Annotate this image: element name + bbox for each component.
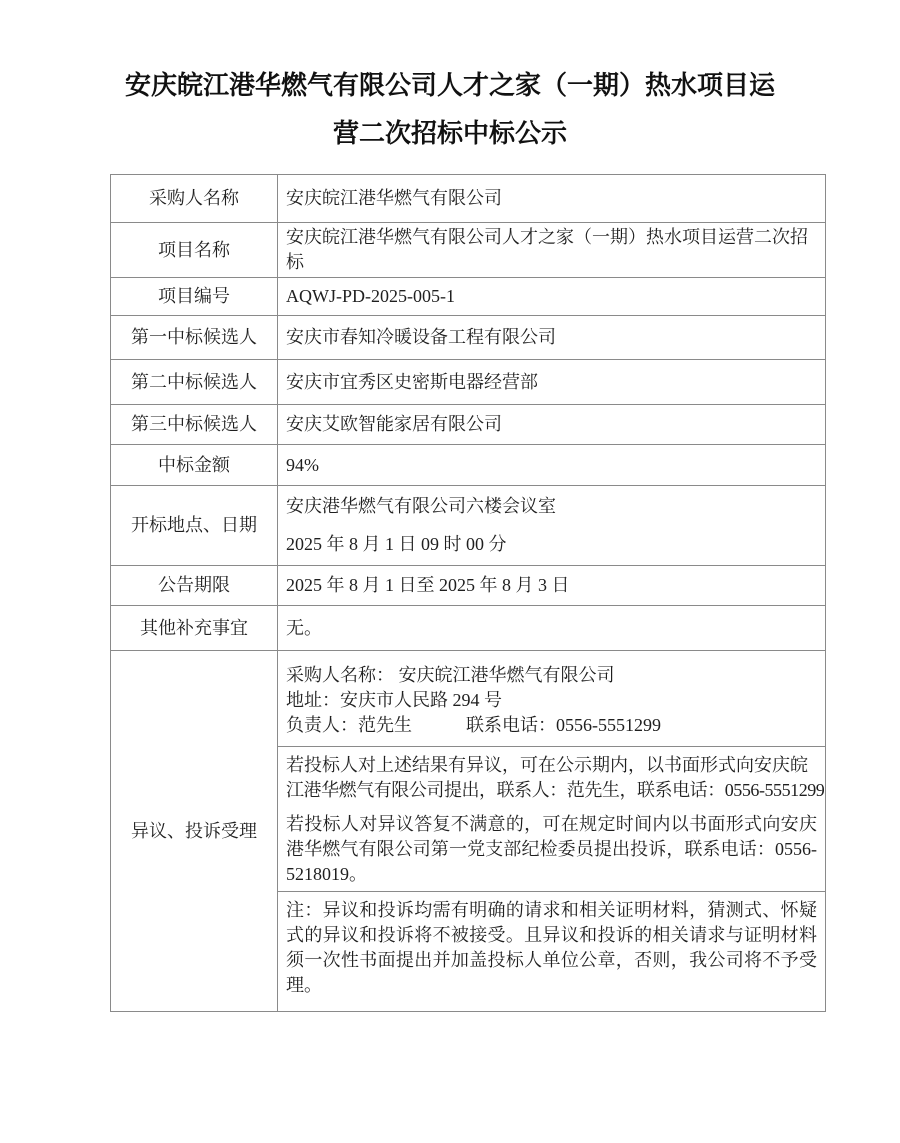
document-title-line2: 营二次招标中标公示 [332,119,567,148]
objection-contact-purchaser: 采购人名称： 安庆皖江港华燃气有限公司 [286,665,615,685]
table-row-announcement-period [111,566,826,606]
award-amount-label: 中标金额 [111,445,278,486]
objection-contact-address: 地址：安庆市人民路 294 号 [286,690,502,710]
other-matters-label: 其他补充事宜 [111,606,278,651]
objection-note-subcell: 注：异议和投诉均需有明确的请求和相关证明材料，猜测式、怀疑式的异议和投诉将不被接受。且异议和投诉的相关请求与证明材料须一次性书面提出并加盖投标人单位公章，否则，我公司将不予受理。 [286,900,817,995]
candidate2-value: 安庆市宜秀区史密斯电器经营部 [278,360,826,405]
objection-complaint-paragraph: 若投标人对异议答复不满意的，可在规定时间内以书面形式向安庆港华燃气有限公司第一党支部纪检委员提出投诉，联系电话：0556-5218019。 [286,814,817,884]
table-row-objection [111,651,826,1012]
purchaser-label: 采购人名称 [111,175,278,223]
table-row-candidate2 [111,360,826,405]
bid-opening-value [278,486,826,566]
table-row-project-name [111,223,826,278]
table-row-purchaser [111,175,826,223]
announcement-period-label: 公告期限 [111,566,278,606]
table-row-candidate3 [111,405,826,445]
candidate3-value: 安庆艾欧智能家居有限公司 [278,405,826,445]
objection-procedure-line2: 江港华燃气有限公司提出，联系人：范先生，联系电话：0556-5551299 [286,780,825,800]
table-row-bid-opening [111,486,826,566]
table-row-candidate1 [111,316,826,360]
objection-procedure-line1: 若投标人对上述结果有异议，可在公示期内，以书面形式向安庆皖 [286,755,808,775]
bid-opening-label: 开标地点、日期 [111,486,278,566]
objection-procedure-subcell [278,747,825,892]
objection-contact-person: 负责人：范先生 联系电话：0556-5551299 [286,715,661,735]
objection-label: 异议、投诉受理 [111,651,278,1012]
table-row-project-no [111,278,826,316]
bid-opening-place: 安庆港华燃气有限公司六楼会议室 [286,496,556,516]
objection-contact-subcell [278,651,825,747]
objection-value [278,651,826,1012]
other-matters-value: 无。 [278,606,826,651]
candidate1-value: 安庆市春知冷暖设备工程有限公司 [278,316,826,360]
candidate1-label: 第一中标候选人 [111,316,278,360]
candidate2-label: 第二中标候选人 [111,360,278,405]
project-name-label: 项目名称 [111,223,278,278]
document-title [60,62,840,158]
bid-announcement-table [110,174,826,1012]
announcement-period-value: 2025 年 8 月 1 日至 2025 年 8 月 3 日 [278,566,826,606]
candidate3-label: 第三中标候选人 [111,405,278,445]
project-no-label: 项目编号 [111,278,278,316]
bid-opening-datetime: 2025 年 8 月 1 日 09 时 00 分 [286,534,507,554]
table-row-award-amount [111,445,826,486]
project-name-value: 安庆皖江港华燃气有限公司人才之家（一期）热水项目运营二次招标 [278,223,826,278]
award-amount-value: 94% [278,445,826,486]
purchaser-value: 安庆皖江港华燃气有限公司 [278,175,826,223]
project-no-value: AQWJ-PD-2025-005-1 [278,278,826,316]
table-row-other-matters [111,606,826,651]
document-title-line1: 安庆皖江港华燃气有限公司人才之家（一期）热水项目运 [124,71,775,100]
